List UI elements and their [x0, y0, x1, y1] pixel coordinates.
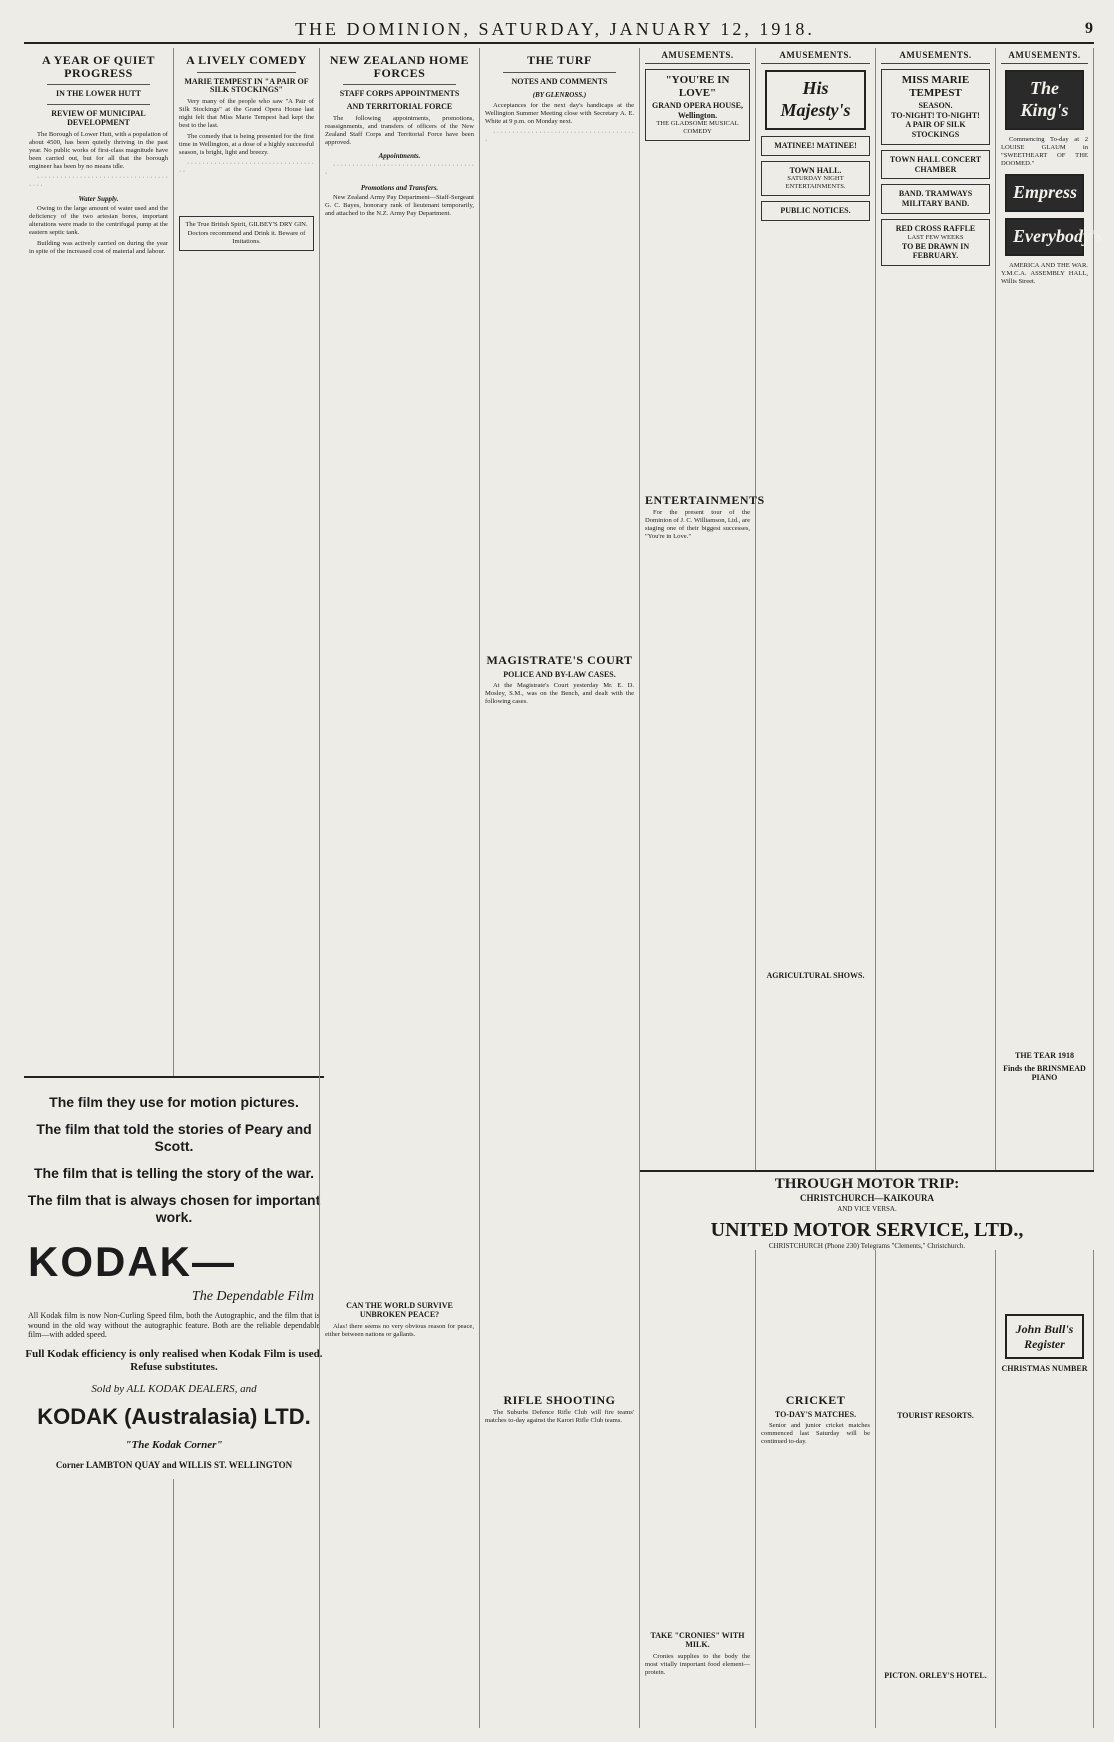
paragraph: Cronies supplies to the body the most vitally important food element—protein.: [645, 1652, 750, 1676]
paragraph: The comedy that is being presented for the first time in Wellington, at a dose of a highly successful season, is bright, light and breezy.: [179, 133, 314, 157]
paragraph: Very many of the people who saw "A Pair of Silk Stockings" at the Grand Opera House last night felt that Miss Marie Tempest had kept the best to the last.: [179, 98, 314, 130]
everybodys-theatre-logo: Everybody's: [1005, 218, 1084, 256]
article-subtitle: PICTON. ORLEY'S HOTEL.: [884, 1671, 987, 1680]
article-title: RIFLE SHOOTING: [503, 1393, 616, 1407]
amusement-ad: [761, 136, 870, 156]
article-subtitle: REVIEW OF MUNICIPAL DEVELOPMENT: [51, 108, 146, 127]
kodak-line-4: The film that is always chosen for important work.: [27, 1192, 321, 1226]
divider: [47, 84, 150, 85]
paragraph: Senior and junior cricket matches commenced last Saturday will be continued to-day.: [761, 1422, 870, 1446]
john-bulls-register-logo: John Bull's Register: [1005, 1314, 1084, 1359]
ad-title: RED CROSS RAFFLE: [895, 223, 976, 233]
column-2: [174, 48, 320, 1728]
paragraph: At the Magistrate's Court yesterday Mr. E. D. Mosley, S.M., was on the Bench, and dealt with the following cases.: [485, 682, 634, 706]
article-title: ENTERTAINMENTS: [645, 493, 765, 507]
paragraph: The Borough of Lower Hutt, with a population of about 4500, has been quietly thriving in the past year. No public works of first-class magnitude have been carried out, but for all that the borough engineer has been by no means idle.: [29, 130, 168, 170]
paragraph: New Zealand Army Pay Department—Staff-Sergeant G. C. Bayes, honorary rank of lieutenant temporarily, and attached to the N.Z. Army Pay Department.: [325, 194, 474, 218]
paragraph: The following appointments, promotions, reassignments, and transfers of officers of the New Zealand Staff Corps and Territorial Force have been approved.: [325, 114, 474, 146]
section-heading: Promotions and Transfers.: [360, 183, 439, 192]
article-subtitle: POLICE AND BY-LAW CASES.: [503, 669, 616, 679]
article-title: CRICKET: [785, 1393, 846, 1407]
motor-trip-banner: [640, 1170, 1094, 1250]
paragraph: Acceptances for the next day's handicaps at the Wellington Summer Meeting close with Secretary A. E. White at 9 p.m. on Monday next.: [485, 101, 634, 125]
paragraph: Alas! there seems no very obvious reason for peace, either between nations or gallants.: [325, 1322, 474, 1338]
ad-title: PUBLIC NOTICES.: [780, 206, 851, 216]
article-subtitle: AND TERRITORIAL FORCE: [346, 101, 453, 111]
column-header: AMUSEMENTS.: [881, 48, 990, 64]
banner-company: UNITED MOTOR SERVICE, LTD.,: [710, 1219, 1024, 1241]
ad-text: SATURDAY NIGHT ENTERTAINMENTS.: [785, 175, 846, 191]
article-subtitle: Finds the BRINSMEAD PIANO: [1003, 1063, 1086, 1082]
gilbey-advertisement: [179, 216, 314, 250]
paragraph: For the present tour of the Dominion of J. C. Williamson, Ltd., are staging one of their biggest successes, "You're in Love.": [645, 508, 750, 540]
paragraph-filler: · · · · · · · · · · · · · · · · · · · · · · · · · · · · · · · · · · · · · ·: [325, 162, 474, 178]
banner-route: CHRISTCHURCH—KAIKOURA: [799, 1193, 934, 1203]
ad-text: LAST FEW WEEKS: [907, 233, 964, 241]
article-subtitle: IN THE LOWER HUTT: [56, 89, 141, 99]
article-subtitle: CAN THE WORLD SURVIVE UNBROKEN PEACE?: [346, 1301, 453, 1319]
article-title: A LIVELY COMEDY: [186, 53, 307, 67]
ad-subtitle: GRAND OPERA HOUSE, Wellington.: [652, 100, 743, 120]
article-title: THE TURF: [527, 53, 592, 67]
ad-subtitle: SEASON.: [918, 100, 953, 110]
divider: [197, 72, 296, 73]
column-3: [320, 48, 480, 1728]
paragraph: AMERICA AND THE WAR. Y.M.C.A. ASSEMBLY HALL, Willis Street.: [1001, 261, 1088, 285]
kodak-tagline: The Dependable Film: [191, 1288, 314, 1304]
article-subtitle: TOURIST RESORTS.: [897, 1411, 974, 1420]
banner-contact: CHRISTCHURCH (Phone 230) Telegrams "Clements," Christchurch.: [768, 1242, 966, 1250]
kodak-logo: KODAK—: [28, 1238, 236, 1286]
divider: [47, 104, 150, 105]
ad-title: MISS MARIE TEMPEST: [901, 73, 970, 100]
column-header: AMUSEMENTS.: [645, 48, 750, 64]
kodak-sold: Sold by ALL KODAK DEALERS, and: [91, 1382, 257, 1395]
divider: [343, 84, 456, 85]
column-4: [480, 48, 640, 1728]
ad-title: "YOU'RE IN LOVE": [665, 73, 730, 100]
article-subtitle: TAKE "CRONIES" WITH MILK.: [650, 1631, 745, 1649]
column-5: [640, 48, 765, 1728]
paragraph-filler: · · · · · · · · · · · · · · · · · · · · · · · · · · · · · · · · · · · · · ·: [29, 173, 168, 189]
byline: (BY GLENROSS.): [532, 91, 587, 100]
ad-text: A PAIR OF SILK STOCKINGS: [905, 120, 966, 140]
notice-ad: [761, 201, 870, 221]
article-title: MAGISTRATE'S COURT: [486, 653, 633, 667]
kodak-address: Corner LAMBTON QUAY and WILLIS ST. WELLINGTON: [55, 1460, 293, 1471]
kodak-corner: "The Kodak Corner": [125, 1439, 223, 1452]
divider: [503, 72, 616, 73]
band-ad: [881, 184, 990, 214]
concert-ad: [881, 150, 990, 180]
paragraph: Building was actively carried on during the year in spite of the increased cost of material and labour.: [29, 240, 168, 256]
amusement-ad: [645, 69, 750, 141]
kings-theatre-logo: The King's: [1005, 70, 1084, 130]
article-subtitle: TO-DAY'S MATCHES.: [774, 1409, 857, 1419]
paragraph: The Suburbs Defence Rifle Club will fire teams' matches to-day against the Karori Rifle Club teams.: [485, 1408, 634, 1424]
amusement-ad: [761, 161, 870, 197]
column-6: [756, 48, 876, 1728]
ad-title: TOWN HALL.: [789, 165, 842, 175]
banner-sub: AND VICE VERSA.: [837, 1205, 897, 1213]
raffle-ad: [881, 219, 990, 266]
marie-tempest-ad: [881, 69, 990, 145]
kodak-line-2: The film that told the stories of Peary and Scott.: [36, 1121, 312, 1155]
paragraph-filler: · · · · · · · · · · · · · · · · · · · · · · · · · · · · · · · · · · · · · ·: [485, 129, 634, 145]
kodak-efficiency: Full Kodak efficiency is only realised when Kodak Film is used. Refuse substitutes.: [25, 1348, 323, 1374]
ad-title: BAND. TRAMWAYS MILITARY BAND.: [898, 189, 973, 209]
paragraph-filler: · · · · · · · · · · · · · · · · · · · · · · · · · · · · · · · · · · ·: [179, 160, 314, 176]
kodak-body: All Kodak film is now Non-Curling Speed film, both the Autographic, and the film that is wound in the old way without the autographic feature. Both are the reliable dependable film—with added speed.: [28, 1310, 320, 1340]
paragraph: Commencing To-day at 2 LOUISE GLAUM in "SWEETHEART OF THE DOOMED.": [1001, 135, 1088, 167]
ad-title: MATINEE! MATINEE!: [774, 140, 857, 150]
ad-title: TOWN HALL CONCERT CHAMBER: [889, 154, 982, 174]
kodak-line-1: The film they use for motion pictures.: [49, 1094, 299, 1110]
ad-text: TO BE DRAWN IN FEBRUARY.: [901, 241, 970, 261]
ad-text: The True British Spirit, GILBEY'S DRY GIN. Doctors recommend and Drink it. Beware of Imitations.: [185, 221, 308, 245]
article-subtitle: STAFF CORPS APPOINTMENTS: [339, 89, 460, 99]
article-title: NEW ZEALAND HOME FORCES: [329, 53, 470, 80]
article-subtitle: MARIE TEMPEST IN "A PAIR OF SILK STOCKINGS": [184, 76, 309, 95]
masthead: [24, 16, 1094, 44]
article-subtitle: NOTES AND COMMENTS: [511, 76, 608, 86]
kodak-company: KODAK (Australasia) LTD.: [37, 1404, 311, 1430]
page-number: 9: [1085, 20, 1094, 37]
article-subtitle: AGRICULTURAL SHOWS.: [766, 971, 865, 980]
column-header: AMUSEMENTS.: [1001, 48, 1088, 64]
article-title: A YEAR OF QUIET PROGRESS: [42, 53, 155, 80]
paragraph: Owing to the large amount of water used and the deficiency of the two artesian bores, important alterations were made to the centrifugal pump at the eastern septic tank.: [29, 205, 168, 237]
column-7: [876, 48, 996, 1728]
empress-theatre-logo: Empress: [1005, 174, 1084, 212]
column-8: [996, 48, 1103, 1728]
ad-text: TO-NIGHT! TO-NIGHT!: [891, 110, 980, 120]
his-majestys-logo: His Majesty's: [765, 70, 866, 130]
ad-text: THE GLADSOME MUSICAL COMEDY: [656, 120, 739, 136]
column-header: AMUSEMENTS.: [761, 48, 870, 64]
section-heading: Water Supply.: [78, 194, 119, 203]
kodak-line-3: The film that is telling the story of the war.: [33, 1165, 315, 1182]
article-subtitle: CHRISTMAS NUMBER: [1001, 1364, 1088, 1374]
masthead-title: THE DOMINION, SATURDAY, JANUARY 12, 1918.: [295, 18, 815, 39]
banner-title: THROUGH MOTOR TRIP:: [640, 1170, 1094, 1193]
article-subtitle: THE TEAR 1918: [1015, 1051, 1074, 1060]
section-heading: Appointments.: [378, 151, 421, 160]
